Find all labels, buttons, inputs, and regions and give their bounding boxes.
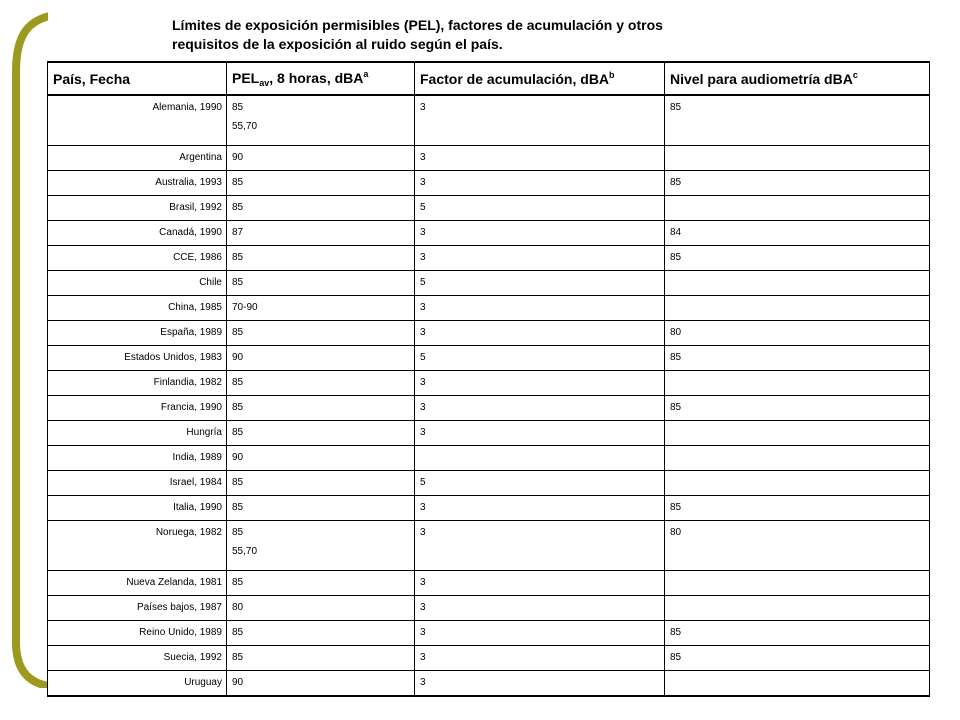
cell-pel [227,496,415,521]
cell-audiometry [665,421,930,446]
cell-audiometry [665,621,930,646]
pel-value: 85 [232,252,244,263]
header-audiometry [665,62,930,95]
table-body [48,95,930,696]
cell-pel [227,271,415,296]
country-name: India, 1989 [172,452,222,463]
cell-pel [227,571,415,596]
cell-country [48,146,227,171]
cell-audiometry [665,496,930,521]
pel-value: 85 [232,577,244,588]
cell-pel [227,646,415,671]
cell-audiometry [665,646,930,671]
cell-factor [415,496,665,521]
cell-pel [227,446,415,471]
cell-country [48,446,227,471]
pel-value: 85 [232,527,244,538]
cell-country [48,471,227,496]
country-name: Chile [199,277,222,288]
cell-pel [227,321,415,346]
pel-value: 85 [232,177,244,188]
country-name: Reino Unido, 1989 [139,627,222,638]
country-name: Argentina [179,152,222,163]
audiometry-value [670,421,929,427]
cell-audiometry [665,521,930,571]
cell-country [48,596,227,621]
cell-factor [415,571,665,596]
title-line-2: requisitos de la exposición al ruido según el país. [172,36,503,52]
cell-pel [227,146,415,171]
country-name: Noruega, 1982 [155,527,222,538]
table-row [48,446,930,471]
cell-country [48,221,227,246]
factor-value [420,446,664,452]
cell-audiometry [665,321,930,346]
pel-value: 85 [232,652,244,663]
decorative-bracket [8,12,48,688]
table-row [48,671,930,697]
audiometry-value [670,446,929,452]
cell-audiometry [665,196,930,221]
audiometry-value [670,146,929,152]
factor-value: 5 [420,202,426,213]
cell-audiometry [665,571,930,596]
country-name: Brasil, 1992 [169,202,222,213]
pel-value: 85 [232,327,244,338]
audiometry-value: 80 [670,327,682,338]
cell-pel [227,196,415,221]
audiometry-value [670,471,929,477]
cell-country [48,371,227,396]
table-row [48,321,930,346]
header-country [48,62,227,95]
cell-audiometry [665,396,930,421]
table-row [48,246,930,271]
factor-value: 3 [420,502,426,513]
cell-factor [415,171,665,196]
audiometry-value: 85 [670,627,682,638]
table-row [48,621,930,646]
cell-factor [415,671,665,697]
cell-country [48,321,227,346]
cell-country [48,571,227,596]
country-name: Israel, 1984 [169,477,222,488]
pel-value: 85 [232,502,244,513]
cell-country [48,95,227,146]
cell-audiometry [665,246,930,271]
cell-factor [415,246,665,271]
audiometry-value: 85 [670,252,682,263]
country-name: España, 1989 [160,327,222,338]
factor-value: 5 [420,477,426,488]
table-row [48,421,930,446]
cell-pel [227,521,415,571]
cell-factor [415,296,665,321]
header-pel [227,62,415,95]
pel-value: 70-90 [232,302,258,313]
factor-value: 3 [420,627,426,638]
audiometry-value [670,371,929,377]
cell-pel [227,95,415,146]
cell-country [48,296,227,321]
pel-value: 85 [232,377,244,388]
factor-value: 3 [420,227,426,238]
cell-pel [227,621,415,646]
audiometry-value: 85 [670,652,682,663]
header-country-label: País, Fecha [53,70,131,87]
pel-value: 90 [232,452,244,463]
country-name: Francia, 1990 [160,402,222,413]
cell-factor [415,221,665,246]
table-row [48,346,930,371]
factor-value: 3 [420,527,426,538]
table-row [48,95,930,146]
cell-pel [227,371,415,396]
cell-country [48,521,227,571]
cell-factor [415,621,665,646]
table-row [48,471,930,496]
cell-factor [415,321,665,346]
cell-audiometry [665,346,930,371]
factor-value: 3 [420,252,426,263]
table-row [48,296,930,321]
country-name: Australia, 1993 [155,177,222,188]
pel-value: 90 [232,152,244,163]
pel-value: 85 [232,477,244,488]
table-row [48,371,930,396]
header-pel-sub: av [259,78,270,88]
factor-value: 3 [420,677,426,688]
cell-pel [227,396,415,421]
audiometry-value: 85 [670,102,682,113]
pel-value: 90 [232,677,244,688]
cell-audiometry [665,671,930,697]
table-header-row [48,62,930,95]
country-name: Hungría [186,427,222,438]
cell-factor [415,446,665,471]
cell-country [48,646,227,671]
audiometry-value [670,196,929,202]
factor-value: 3 [420,402,426,413]
country-name: Países bajos, 1987 [136,602,222,613]
header-factor [415,62,665,95]
table-row [48,521,930,571]
pel-value: 85 [232,627,244,638]
cell-pel [227,246,415,271]
audiometry-value [670,271,929,277]
cell-country [48,271,227,296]
cell-country [48,421,227,446]
header-factor-sup: b [609,70,615,80]
cell-country [48,496,227,521]
cell-pel [227,596,415,621]
pel-value: 55,70 [232,546,258,557]
pel-value: 85 [232,427,244,438]
country-name: China, 1985 [168,302,222,313]
audiometry-value: 85 [670,352,682,363]
audiometry-value [670,571,929,577]
cell-country [48,171,227,196]
factor-value: 3 [420,377,426,388]
country-name: Alemania, 1990 [152,102,222,113]
cell-factor [415,95,665,146]
cell-audiometry [665,221,930,246]
page-title [172,16,812,54]
cell-factor [415,646,665,671]
cell-factor [415,271,665,296]
cell-audiometry [665,171,930,196]
title-line-1: Límites de exposición permisibles (PEL), factores de acumulación y otros [172,17,663,33]
header-audio-main: Nivel para audiometría dBA [670,71,853,87]
cell-pel [227,171,415,196]
cell-country [48,196,227,221]
cell-country [48,346,227,371]
factor-value: 3 [420,152,426,163]
audiometry-value [670,596,929,602]
pel-value: 87 [232,227,244,238]
audiometry-value: 80 [670,527,682,538]
header-audio-sup: c [852,70,858,80]
cell-country [48,671,227,697]
cell-pel [227,296,415,321]
cell-pel [227,346,415,371]
factor-value: 3 [420,602,426,613]
cell-factor [415,196,665,221]
cell-audiometry [665,471,930,496]
country-name: Italia, 1990 [173,502,222,513]
factor-value: 3 [420,102,426,113]
pel-value: 85 [232,102,244,113]
country-name: Finlandia, 1982 [153,377,222,388]
header-pel-sup: a [363,69,369,79]
country-name: Suecia, 1992 [163,652,222,663]
table-row [48,596,930,621]
audiometry-value [670,296,929,302]
factor-value: 3 [420,302,426,313]
audiometry-value: 85 [670,177,682,188]
table-row [48,396,930,421]
cell-audiometry [665,446,930,471]
cell-country [48,621,227,646]
table-row [48,221,930,246]
cell-pel [227,671,415,697]
pel-value: 85 [232,402,244,413]
cell-audiometry [665,296,930,321]
audiometry-value: 84 [670,227,682,238]
cell-factor [415,396,665,421]
factor-value: 3 [420,427,426,438]
factor-value: 3 [420,577,426,588]
cell-audiometry [665,596,930,621]
cell-factor [415,421,665,446]
pel-value: 55,70 [232,121,258,132]
header-pel-rest: , 8 horas, dBA [269,70,364,86]
table-row [48,571,930,596]
pel-value: 85 [232,202,244,213]
cell-pel [227,221,415,246]
cell-factor [415,471,665,496]
table-row [48,271,930,296]
cell-factor [415,596,665,621]
audiometry-value: 85 [670,402,682,413]
factor-value: 3 [420,327,426,338]
table-row [48,146,930,171]
country-name: Estados Unidos, 1983 [124,352,222,363]
country-name: Canadá, 1990 [159,227,222,238]
cell-factor [415,371,665,396]
cell-factor [415,346,665,371]
factor-value: 5 [420,277,426,288]
cell-audiometry [665,271,930,296]
cell-factor [415,521,665,571]
pel-value: 90 [232,352,244,363]
cell-audiometry [665,95,930,146]
country-name: CCE, 1986 [173,252,222,263]
cell-audiometry [665,146,930,171]
cell-pel [227,471,415,496]
table-row [48,646,930,671]
cell-country [48,396,227,421]
table-row [48,196,930,221]
pel-value: 85 [232,277,244,288]
country-name: Nueva Zelanda, 1981 [126,577,222,588]
pel-value: 80 [232,602,244,613]
factor-value: 5 [420,352,426,363]
pel-table [47,61,930,697]
audiometry-value: 85 [670,502,682,513]
cell-country [48,246,227,271]
cell-pel [227,421,415,446]
header-pel-main: PEL [232,70,260,86]
header-factor-main: Factor de acumulación, dBA [420,71,610,87]
cell-factor [415,146,665,171]
country-name: Uruguay [184,677,222,688]
table-row [48,171,930,196]
audiometry-value [670,671,929,677]
factor-value: 3 [420,652,426,663]
table-row [48,496,930,521]
cell-audiometry [665,371,930,396]
factor-value: 3 [420,177,426,188]
